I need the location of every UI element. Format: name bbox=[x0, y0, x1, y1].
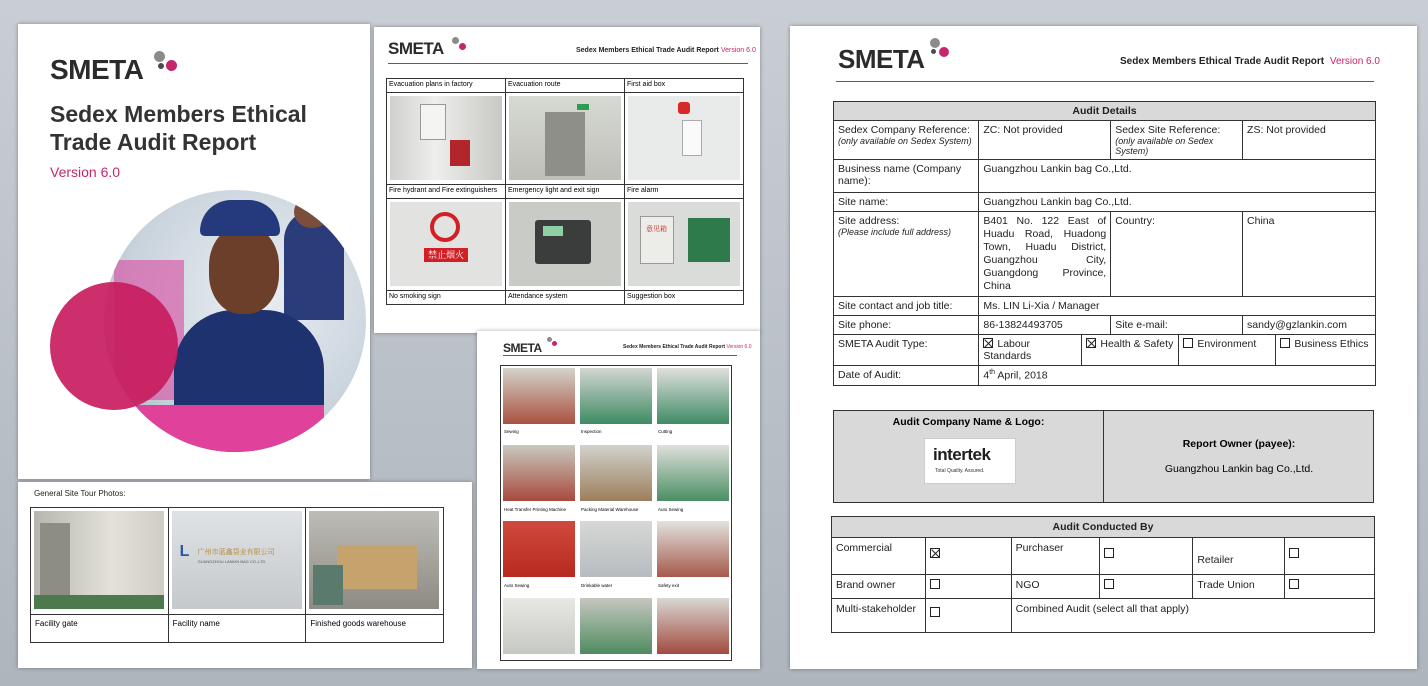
health-safety-checkbox[interactable] bbox=[1086, 338, 1096, 348]
site-tour-title: General Site Tour Photos: bbox=[34, 489, 126, 498]
commercial-checkbox[interactable] bbox=[930, 548, 940, 558]
photo-grid-1: Evacuation plans in factory Evacuation route First aid box Fire hydrant and Fire extinguishers Emergency light and exit sign Fire alarm 禁止烟火 意见箱 No smoking sign Attendance system Suggestion box bbox=[386, 78, 744, 305]
smeta-logo: SMETA bbox=[50, 54, 143, 86]
attendance-photo bbox=[509, 202, 621, 286]
photos-page-2: SMETA Sedex Members Ethical Trade Audit Report Version 6.0 Sewing Inspection Cutting Heat Transfer Printing Machine Packing Material Warehouse Auto Sewing Auto Sewing Drinkable water Safety exit bbox=[477, 331, 760, 669]
brand-owner-checkbox[interactable] bbox=[930, 579, 940, 589]
site-tour-grid: L 广州市蓝鑫袋业有限公司 GUANGZHOU LANKIN BAG CO.,LTD Facility gate Facility name Finished goods warehouse bbox=[30, 507, 444, 643]
ngo-checkbox[interactable] bbox=[1104, 579, 1114, 589]
trade-union-checkbox[interactable] bbox=[1289, 579, 1299, 589]
photo-grid-2: Sewing Inspection Cutting Heat Transfer Printing Machine Packing Material Warehouse Auto Sewing Auto Sewing Drinkable water Safety exit bbox=[500, 365, 732, 661]
no-smoking-photo: 禁止烟火 bbox=[390, 202, 502, 286]
evacuation-plan-photo bbox=[390, 96, 502, 180]
audit-details-page: SMETA Sedex Members Ethical Trade Audit Report Version 6.0 Audit Details Sedex Company Reference: (only available on Sedex System) ZC: Not provided Sedex Site Reference: (only available on Sedex System) ZS: Not provided Business name (Company name): Guangzhou Lankin bag Co.,Ltd. Site name: Guangzhou Lankin bag Co.,Ltd. Site address: (Please include full address) B401 No. 122 East of Huadu Road, Huadong Town, Huadu District, Guangzhou City, Guangdong Province, China Country: China Site contact and job title: Ms. LIN Li-Xia / Manager Site phone: 86-13824493705 Site e-mail: sandy@gzlankin.com SMETA Audit Type: Labour Standards Health & Safety Environment Business Ethics Date of Audit: 4th April, 2018 Audit Company Name & Logo: intertek Total Quality. Assured. Report Owner (payee): Guangzhou Lankin bag Co.,Ltd. Audit Conducted By Commercial Purchaser Retailer Brand owner NGO Trade Union Multi-stakeholder Combined Audit (select all that apply) bbox=[790, 26, 1417, 669]
header-title: Sedex Members Ethical Trade Audit Report Version 6.0 bbox=[576, 47, 756, 54]
suggestion-box-photo: 意见箱 bbox=[628, 202, 740, 286]
purchaser-checkbox[interactable] bbox=[1104, 548, 1114, 558]
labour-checkbox[interactable] bbox=[983, 338, 993, 348]
header-title-2: Sedex Members Ethical Trade Audit Report Version 6.0 bbox=[623, 344, 752, 350]
multi-stakeholder-checkbox[interactable] bbox=[930, 607, 940, 617]
facility-gate-photo bbox=[34, 511, 164, 609]
audit-company-box: Audit Company Name & Logo: intertek Total Quality. Assured. Report Owner (payee): Guangzhou Lankin bag Co.,Ltd. bbox=[833, 410, 1374, 503]
audit-details-table: Audit Details Sedex Company Reference: (only available on Sedex System) ZC: Not provided Sedex Site Reference: (only available on Sedex System) ZS: Not provided Business name (Company name): Guangzhou Lankin bag Co.,Ltd. Site name: Guangzhou Lankin bag Co.,Ltd. Site address: (Please include full address) B401 No. 122 East of Huadu Road, Huadong Town, Huadu District, Guangzhou City, Guangdong Province, China Country: China Site contact and job title: Ms. LIN Li-Xia / Manager Site phone: 86-13824493705 Site e-mail: sandy@gzlankin.com SMETA Audit Type: Labour Standards Health & Safety Environment Business Ethics Date of Audit: 4th April, 2018 bbox=[833, 101, 1376, 386]
audit-conducted-table: Audit Conducted By Commercial Purchaser Retailer Brand owner NGO Trade Union Multi-stakeholder Combined Audit (select all that apply) bbox=[831, 516, 1375, 633]
warehouse-photo bbox=[309, 511, 439, 609]
site-tour-page bbox=[18, 482, 472, 668]
audit-header-title: Sedex Members Ethical Trade Audit Report Version 6.0 bbox=[1120, 56, 1380, 67]
cover-page bbox=[18, 24, 370, 479]
evacuation-route-photo bbox=[509, 96, 621, 180]
cover-version: Version 6.0 bbox=[50, 164, 121, 180]
first-aid-photo bbox=[628, 96, 740, 180]
environment-checkbox[interactable] bbox=[1183, 338, 1193, 348]
business-ethics-checkbox[interactable] bbox=[1280, 338, 1290, 348]
retailer-checkbox[interactable] bbox=[1289, 548, 1299, 558]
cover-title: Sedex Members Ethical Trade Audit Report bbox=[50, 101, 307, 155]
cover-pink-circle bbox=[50, 282, 178, 410]
intertek-logo: intertek Total Quality. Assured. bbox=[924, 438, 1016, 484]
photos-page-1: SMETA Sedex Members Ethical Trade Audit Report Version 6.0 Evacuation plans in factory Evacuation route First aid box Fire hydrant and Fire extinguishers Emergency light and exit sign Fire alarm 禁止烟火 意见箱 No smoking sign Attendance system Suggestion box bbox=[374, 27, 760, 333]
facility-name-photo: L 广州市蓝鑫袋业有限公司 GUANGZHOU LANKIN BAG CO.,LTD bbox=[172, 511, 302, 609]
